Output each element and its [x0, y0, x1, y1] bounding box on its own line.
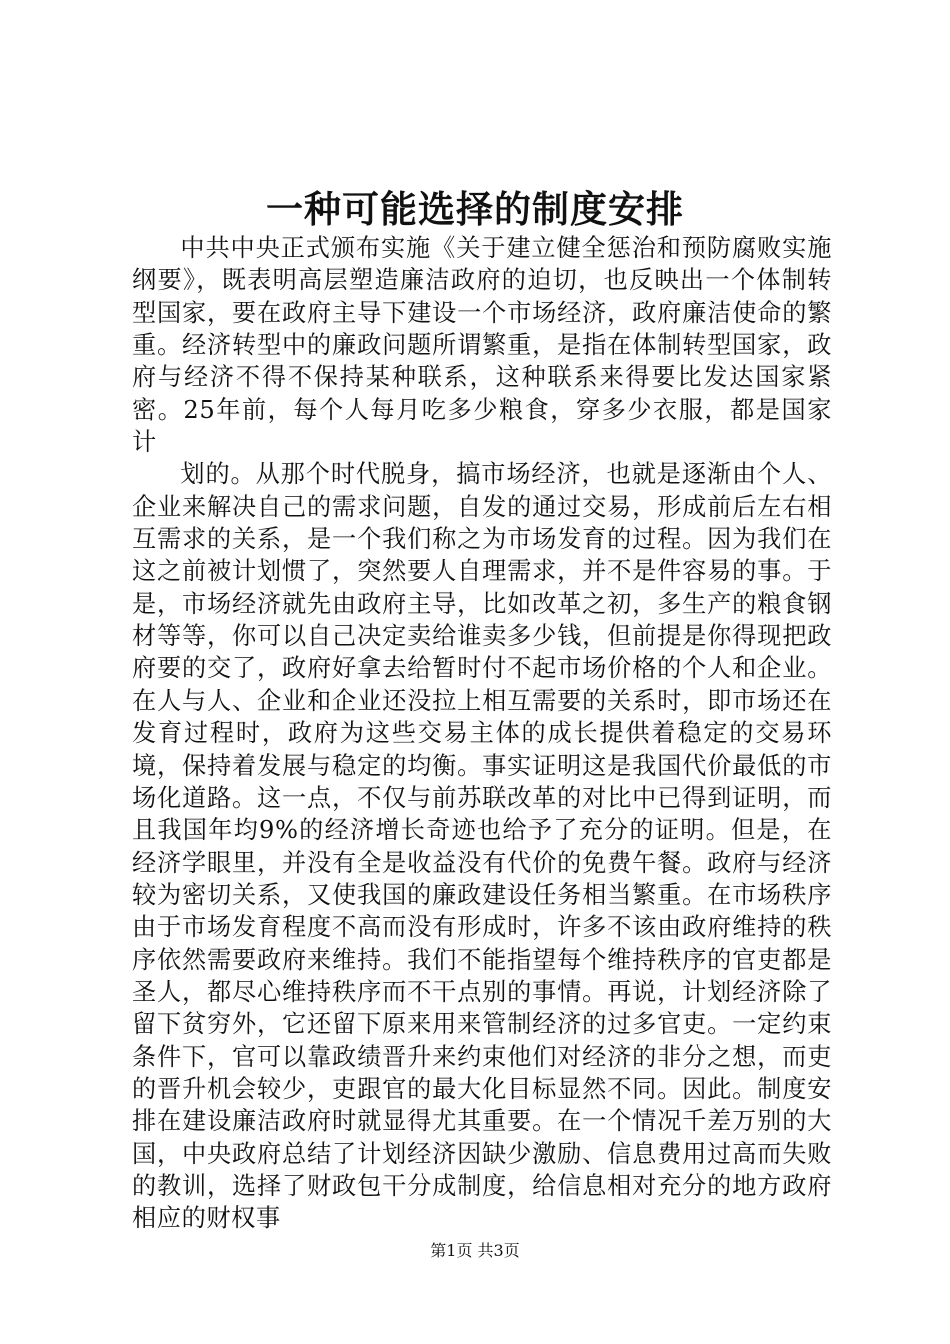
- page-number-footer: 第1页 共3页: [430, 1241, 520, 1260]
- document-body: [132, 232, 832, 1235]
- paragraph-1: 中共中央正式颁布实施《关于建立健全惩治和预防腐败实施纲要》，既表明高层塑造廉洁政府的迫切，也反映出一个体制转型国家，要在政府主导下建设一个市场经济，政府廉洁使命的繁重。经济转型中的廉政问题所谓繁重，是指在体制转型国家，政府与经济不得不保持某种联系，这种联系来得要比发达国家紧密。25年前，每个人每月吃多少粮食，穿多少衣服，都是国家计: [132, 234, 832, 457]
- document-title: 一种可能选择的制度安排: [266, 187, 684, 231]
- paragraph-2: 划的。从那个时代脱身，搞市场经济，也就是逐渐由个人、企业来解决自己的需求问题，自发的通过交易，形成前后左右相互需求的关系，是一个我们称之为市场发育的过程。因为我们在这之前被计划惯了，突然要人自理需求，并不是件容易的事。于是，市场经济就先由政府主导，比如改革之初，多生产的粮食钢材等等，你可以自己决定卖给谁卖多少钱，但前提是你得现把政府要的交了，政府好拿去给暂时付不起市场价格的个人和企业。在人与人、企业和企业还没拉上相互需要的关系时，即市场还在发育过程时，政府为这些交易主体的成长提供着稳定的交易环境，保持着发展与稳定的均衡。事实证明这是我国代价最低的市场化道路。这一点，不仅与前苏联改革的对比中已得到证明，而且我国年均9%的经济增长奇迹也给予了充分的证明。但是，在经济学眼里，并没有全是收益没有代价的免费午餐。政府与经济较为密切关系，又使我国的廉政建设任务相当繁重。在市场秩序由于市场发育程度不高而没有形成时，许多不该由政府维持的秩序依然需要政府来维持。我们不能指望每个维持秩序的官吏都是圣人，都尽心维持秩序而不干点别的事情。再说，计划经济除了留下贫穷外，它还留下原来用来管制经济的过多官吏。一定约束条件下，官可以靠政绩晋升来约束他们对经济的非分之想，而吏的晋升机会较少，吏跟官的最大化目标显然不同。因此。制度安排在建设廉洁政府时就显得尤其重要。在一个情况千差万别的大国，中央政府总结了计划经济因缺少激励、信息费用过高而失败的教训，选择了财政包干分成制度，给信息相对充分的地方政府相应的财权事: [132, 460, 832, 1233]
